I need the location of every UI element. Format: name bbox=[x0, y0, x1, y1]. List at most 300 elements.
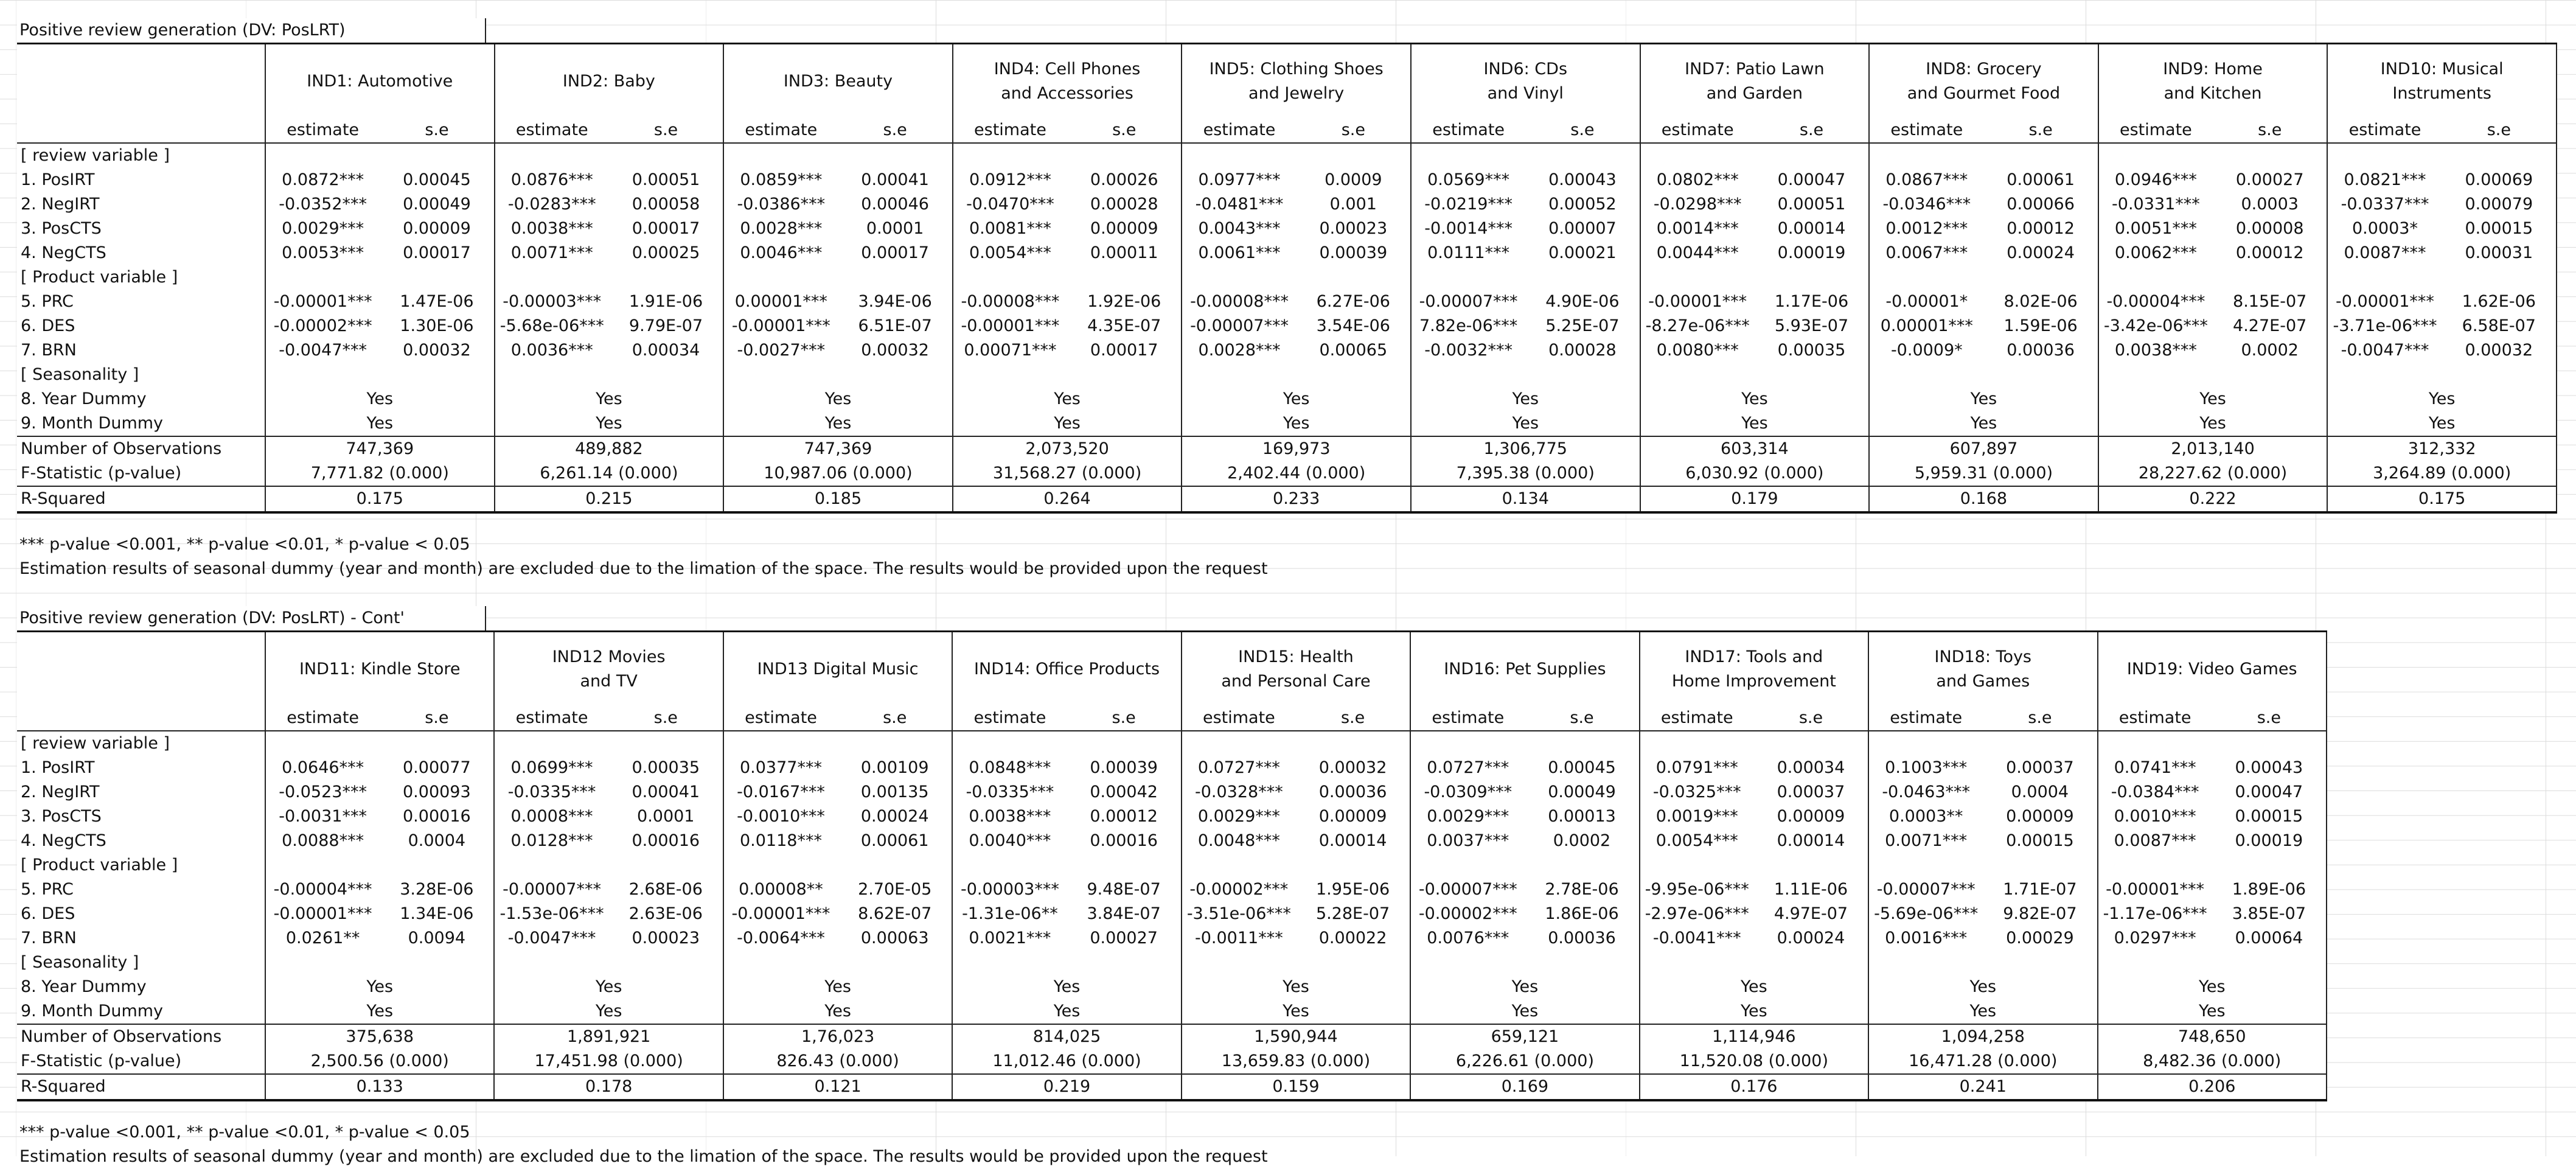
estimate-cell: 0.0727*** bbox=[1197, 758, 1280, 777]
estimate-cell: 0.0791*** bbox=[1655, 758, 1738, 777]
month-dummy-cell: Yes bbox=[1182, 411, 1411, 436]
se-cell: 3.85E-07 bbox=[2212, 902, 2327, 926]
year-dummy-label: 8. Year Dummy bbox=[17, 975, 265, 999]
estimate-cell: 0.0859*** bbox=[740, 170, 823, 189]
empty-cell bbox=[380, 265, 494, 290]
estimate-cell: 0.0038*** bbox=[510, 219, 593, 238]
observations-cell: 1,114,946 bbox=[1640, 1024, 1868, 1049]
se-cell: 0.00014 bbox=[1755, 217, 1869, 241]
se-cell: 0.00019 bbox=[1755, 241, 1869, 265]
section-label: [ Seasonality ] bbox=[17, 363, 265, 387]
empty-cell bbox=[1640, 265, 1755, 290]
se-cell: 3.94E-06 bbox=[838, 290, 952, 314]
estimate-cell: 0.0054*** bbox=[969, 243, 1051, 262]
observations-cell: 2,013,140 bbox=[2098, 436, 2328, 461]
empty-cell bbox=[1983, 951, 2097, 975]
estimate-cell: 0.0872*** bbox=[282, 170, 364, 189]
se-cell: 0.00026 bbox=[1067, 168, 1182, 192]
estimate-cell: -0.00008*** bbox=[1190, 292, 1289, 311]
se-cell: 0.00009 bbox=[380, 217, 494, 241]
estimate-cell: -0.0014*** bbox=[1424, 219, 1513, 238]
empty-cell bbox=[2098, 363, 2213, 387]
r-squared-cell: 0.133 bbox=[265, 1074, 494, 1100]
empty-cell bbox=[1067, 265, 1182, 290]
estimate-cell: 0.0802*** bbox=[1656, 170, 1739, 189]
estimate-cell: -0.0384*** bbox=[2111, 783, 2199, 801]
r-squared-cell: 0.185 bbox=[723, 486, 953, 512]
se-cell: 9.82E-07 bbox=[1983, 902, 2097, 926]
estimate-cell: 0.0019*** bbox=[1655, 807, 1738, 826]
variable-label: 5. PRC bbox=[17, 878, 265, 902]
empty-cell bbox=[2327, 363, 2442, 387]
r-squared-cell: 0.121 bbox=[723, 1074, 952, 1100]
f-statistic-cell: 31,568.27 (0.000) bbox=[953, 461, 1182, 486]
f-statistic-label: F-Statistic (p-value) bbox=[17, 1049, 265, 1074]
estimate-cell: 0.0036*** bbox=[510, 341, 593, 360]
se-cell: 0.0001 bbox=[838, 217, 952, 241]
estimate-cell: -0.00001*** bbox=[273, 292, 372, 311]
se-cell: 0.00024 bbox=[838, 804, 952, 829]
f-statistic-cell: 2,402.44 (0.000) bbox=[1182, 461, 1411, 486]
estimate-cell: 0.0043*** bbox=[1198, 219, 1281, 238]
observations-row bbox=[17, 1024, 2327, 1049]
industry-header: IND3: Beauty bbox=[723, 44, 953, 119]
empty-cell bbox=[952, 853, 1067, 878]
month-dummy-label: 9. Month Dummy bbox=[17, 411, 265, 436]
se-header: s.e bbox=[1297, 118, 1411, 143]
empty-cell bbox=[953, 143, 1067, 168]
se-cell: 0.00017 bbox=[1067, 338, 1182, 363]
industry-header: IND15: Health and Personal Care bbox=[1182, 632, 1410, 707]
estimate-cell: 0.0012*** bbox=[1885, 219, 1968, 238]
estimate-cell: 0.0028*** bbox=[1198, 341, 1281, 360]
se-cell: 2.78E-06 bbox=[1525, 878, 1639, 902]
significance-note: *** p-value <0.001, ** p-value <0.01, * p-value < 0.05 bbox=[19, 1123, 470, 1142]
estimate-cell: 0.0977*** bbox=[1198, 170, 1281, 189]
year-dummy-cell: Yes bbox=[1410, 975, 1639, 999]
estimate-cell: 0.0741*** bbox=[2114, 758, 2196, 777]
se-cell: 0.00047 bbox=[1755, 168, 1869, 192]
empty-cell bbox=[380, 363, 494, 387]
observations-label: Number of Observations bbox=[17, 1024, 265, 1049]
month-dummy-cell: Yes bbox=[1868, 999, 2097, 1024]
empty-cell bbox=[1754, 731, 1868, 756]
variable-label: 3. PosCTS bbox=[17, 217, 265, 241]
estimate-cell: -0.00007*** bbox=[1190, 316, 1289, 335]
r-squared-label: R-Squared bbox=[17, 1074, 265, 1100]
month-dummy-cell: Yes bbox=[265, 999, 494, 1024]
empty-cell bbox=[494, 731, 608, 756]
se-cell: 2.70E-05 bbox=[838, 878, 952, 902]
industry-header: IND17: Tools and Home Improvement bbox=[1640, 632, 1868, 707]
month-dummy-cell: Yes bbox=[265, 411, 495, 436]
estimate-cell: 0.0038*** bbox=[2114, 341, 2197, 360]
variable-label: 2. NegIRT bbox=[17, 780, 265, 804]
se-cell: 0.00049 bbox=[1525, 780, 1639, 804]
empty-cell bbox=[838, 363, 952, 387]
estimate-header: estimate bbox=[1640, 118, 1755, 143]
f-statistic-row bbox=[17, 1049, 2327, 1074]
r-squared-cell: 0.241 bbox=[1868, 1074, 2097, 1100]
se-header: s.e bbox=[609, 118, 723, 143]
estimate-header: estimate bbox=[265, 706, 380, 731]
industry-header: IND16: Pet Supplies bbox=[1410, 632, 1639, 707]
observations-cell: 1,891,921 bbox=[494, 1024, 723, 1049]
month-dummy-cell: Yes bbox=[2098, 411, 2328, 436]
estimate-cell: -0.00001*** bbox=[961, 316, 1060, 335]
estimate-cell: -0.0328*** bbox=[1195, 783, 1283, 801]
se-cell: 4.27E-07 bbox=[2213, 314, 2327, 338]
year-dummy-cell: Yes bbox=[494, 975, 723, 999]
variable-row bbox=[17, 314, 2557, 338]
month-dummy-cell: Yes bbox=[495, 411, 724, 436]
variable-row bbox=[17, 290, 2557, 314]
estimate-cell: 0.00001*** bbox=[734, 292, 827, 311]
r-squared-cell: 0.159 bbox=[1182, 1074, 1410, 1100]
year-dummy-cell: Yes bbox=[1640, 975, 1868, 999]
empty-cell bbox=[1297, 265, 1411, 290]
year-dummy-cell: Yes bbox=[2098, 975, 2327, 999]
empty-cell bbox=[495, 363, 609, 387]
estimate-cell: 0.0003** bbox=[1888, 807, 1963, 826]
year-dummy-cell: Yes bbox=[1868, 975, 2097, 999]
empty-cell bbox=[1525, 853, 1639, 878]
empty-cell bbox=[1182, 731, 1296, 756]
year-dummy-cell: Yes bbox=[1411, 387, 1640, 411]
f-statistic-cell: 17,451.98 (0.000) bbox=[494, 1049, 723, 1074]
se-cell: 0.00009 bbox=[1067, 217, 1182, 241]
empty-cell bbox=[1755, 363, 1869, 387]
estimate-cell: -5.68e-06*** bbox=[500, 316, 604, 335]
regression-table bbox=[17, 630, 2327, 1101]
r-squared-cell: 0.215 bbox=[495, 486, 724, 512]
se-cell: 0.00017 bbox=[609, 217, 723, 241]
se-header: s.e bbox=[838, 118, 952, 143]
empty-cell bbox=[1525, 951, 1639, 975]
estimate-cell: -0.0032*** bbox=[1424, 341, 1513, 360]
r-squared-label: R-Squared bbox=[17, 486, 265, 512]
se-cell: 0.00043 bbox=[1525, 168, 1640, 192]
variable-label: 1. PosIRT bbox=[17, 168, 265, 192]
f-statistic-cell: 6,261.14 (0.000) bbox=[495, 461, 724, 486]
estimate-cell: 0.0038*** bbox=[969, 807, 1051, 826]
se-header: s.e bbox=[1754, 706, 1868, 731]
estimate-cell: 0.0297*** bbox=[2114, 929, 2196, 947]
empty-cell bbox=[1983, 143, 2098, 168]
se-cell: 0.00061 bbox=[838, 829, 952, 853]
se-cell: 5.28E-07 bbox=[1296, 902, 1410, 926]
estimate-cell: -0.0298*** bbox=[1653, 195, 1742, 214]
empty-cell bbox=[2098, 265, 2213, 290]
f-statistic-row bbox=[17, 461, 2557, 486]
empty-cell bbox=[1640, 853, 1754, 878]
se-header: s.e bbox=[2213, 118, 2327, 143]
estimate-cell: 0.0087*** bbox=[2114, 831, 2196, 850]
empty-cell bbox=[1983, 363, 2098, 387]
se-cell: 1.59E-06 bbox=[1983, 314, 2098, 338]
r-squared-cell: 0.134 bbox=[1411, 486, 1640, 512]
empty-cell bbox=[1640, 951, 1754, 975]
variable-label: 3. PosCTS bbox=[17, 804, 265, 829]
empty-cell bbox=[1754, 853, 1868, 878]
r-squared-cell: 0.168 bbox=[1869, 486, 2098, 512]
se-cell: 4.97E-07 bbox=[1754, 902, 1868, 926]
estimate-cell: -0.0011*** bbox=[1195, 929, 1283, 947]
variable-row bbox=[17, 829, 2327, 853]
se-cell: 0.00012 bbox=[1067, 804, 1182, 829]
se-cell: 0.00009 bbox=[1754, 804, 1868, 829]
empty-cell bbox=[1754, 951, 1868, 975]
estimate-cell: 0.0028*** bbox=[740, 219, 823, 238]
empty-cell bbox=[1525, 731, 1639, 756]
estimate-header: estimate bbox=[1411, 118, 1525, 143]
estimate-cell: 0.0010*** bbox=[2114, 807, 2196, 826]
empty-cell bbox=[1411, 363, 1525, 387]
empty-cell bbox=[609, 731, 723, 756]
observations-cell: 169,973 bbox=[1182, 436, 1411, 461]
year-dummy-cell: Yes bbox=[953, 387, 1182, 411]
empty-cell bbox=[265, 951, 380, 975]
empty-cell bbox=[1983, 265, 2098, 290]
header-corner bbox=[17, 632, 265, 707]
se-cell: 1.34E-06 bbox=[380, 902, 494, 926]
f-statistic-cell: 2,500.56 (0.000) bbox=[265, 1049, 494, 1074]
estimate-cell: 0.0040*** bbox=[969, 831, 1051, 850]
se-cell: 0.00043 bbox=[2212, 756, 2327, 780]
observations-cell: 814,025 bbox=[952, 1024, 1181, 1049]
empty-cell bbox=[953, 363, 1067, 387]
empty-cell bbox=[2098, 853, 2212, 878]
empty-cell bbox=[2098, 731, 2212, 756]
estimate-cell: 0.0946*** bbox=[2114, 170, 2197, 189]
se-cell: 0.00063 bbox=[838, 926, 952, 951]
se-header: s.e bbox=[2212, 706, 2327, 731]
se-cell: 8.02E-06 bbox=[1983, 290, 2098, 314]
panel-title: Positive review generation (DV: PosLRT) - Cont' bbox=[17, 606, 486, 630]
estimate-header: estimate bbox=[953, 118, 1067, 143]
se-cell: 1.71E-07 bbox=[1983, 878, 2097, 902]
month-dummy-cell: Yes bbox=[1410, 999, 1639, 1024]
estimate-header: estimate bbox=[1869, 118, 1983, 143]
se-header: s.e bbox=[2442, 118, 2557, 143]
estimate-cell: 0.0727*** bbox=[1427, 758, 1509, 777]
estimate-cell: 0.00008** bbox=[739, 880, 823, 899]
empty-cell bbox=[2212, 731, 2327, 756]
empty-cell bbox=[1869, 143, 1983, 168]
se-cell: 0.00036 bbox=[1296, 780, 1410, 804]
variable-row bbox=[17, 192, 2557, 217]
empty-cell bbox=[1067, 731, 1182, 756]
estimate-cell: 0.0118*** bbox=[739, 831, 822, 850]
empty-cell bbox=[494, 951, 608, 975]
estimate-cell: -0.00001*** bbox=[273, 904, 372, 923]
estimate-cell: 0.0821*** bbox=[2344, 170, 2426, 189]
estimate-cell: -0.0335*** bbox=[507, 783, 596, 801]
variable-row bbox=[17, 338, 2557, 363]
se-cell: 0.00045 bbox=[1525, 756, 1639, 780]
r-squared-cell: 0.169 bbox=[1410, 1074, 1639, 1100]
estimate-cell: -0.00001* bbox=[1885, 292, 1968, 311]
estimate-cell: -0.0331*** bbox=[2112, 195, 2200, 214]
empty-cell bbox=[1296, 731, 1410, 756]
industry-header: IND8: Grocery and Gourmet Food bbox=[1869, 44, 2098, 119]
empty-cell bbox=[380, 143, 494, 168]
se-cell: 0.00052 bbox=[1525, 192, 1640, 217]
r-squared-cell: 0.175 bbox=[265, 486, 495, 512]
observations-cell: 2,073,520 bbox=[953, 436, 1182, 461]
empty-cell bbox=[265, 265, 380, 290]
se-header: s.e bbox=[609, 706, 723, 731]
estimate-cell: -0.0010*** bbox=[737, 807, 825, 826]
header-corner bbox=[17, 44, 265, 119]
se-cell: 0.0004 bbox=[380, 829, 494, 853]
month-dummy-cell: Yes bbox=[2327, 411, 2557, 436]
empty-cell bbox=[1755, 143, 1869, 168]
empty-cell bbox=[2327, 143, 2442, 168]
se-cell: 0.00023 bbox=[1297, 217, 1411, 241]
industry-header: IND6: CDs and Vinyl bbox=[1411, 44, 1640, 119]
empty-cell bbox=[380, 731, 494, 756]
se-cell: 0.0001 bbox=[609, 804, 723, 829]
observations-cell: 489,882 bbox=[495, 436, 724, 461]
se-cell: 9.79E-07 bbox=[609, 314, 723, 338]
se-cell: 0.00079 bbox=[2442, 192, 2557, 217]
month-dummy-cell: Yes bbox=[723, 411, 953, 436]
empty-cell bbox=[838, 265, 952, 290]
empty-cell bbox=[723, 951, 838, 975]
empty-cell bbox=[380, 853, 494, 878]
observations-cell: 603,314 bbox=[1640, 436, 1870, 461]
se-cell: 0.00039 bbox=[1067, 756, 1182, 780]
variable-row bbox=[17, 902, 2327, 926]
empty-cell bbox=[723, 853, 838, 878]
se-cell: 2.63E-06 bbox=[609, 902, 723, 926]
se-cell: 3.28E-06 bbox=[380, 878, 494, 902]
estimate-cell: -0.0219*** bbox=[1424, 195, 1513, 214]
empty-cell bbox=[495, 265, 609, 290]
industry-header-row bbox=[17, 44, 2557, 119]
estimate-cell: 0.0261** bbox=[285, 929, 360, 947]
observations-cell: 1,76,023 bbox=[723, 1024, 952, 1049]
f-statistic-label: F-Statistic (p-value) bbox=[17, 461, 265, 486]
estimate-cell: 0.0016*** bbox=[1885, 929, 1968, 947]
se-cell: 0.00016 bbox=[609, 829, 723, 853]
estimate-cell: 0.0054*** bbox=[1655, 831, 1738, 850]
se-cell: 5.25E-07 bbox=[1525, 314, 1640, 338]
f-statistic-cell: 7,771.82 (0.000) bbox=[265, 461, 495, 486]
estimate-cell: 0.0569*** bbox=[1427, 170, 1510, 189]
empty-cell bbox=[1983, 731, 2097, 756]
variable-row bbox=[17, 217, 2557, 241]
empty-cell bbox=[265, 143, 380, 168]
estimate-cell: -0.0167*** bbox=[737, 783, 825, 801]
estimate-cell: 0.0048*** bbox=[1197, 831, 1280, 850]
empty-cell bbox=[1410, 951, 1525, 975]
se-cell: 0.00017 bbox=[838, 241, 952, 265]
f-statistic-cell: 11,012.46 (0.000) bbox=[952, 1049, 1181, 1074]
industry-header: IND12 Movies and TV bbox=[494, 632, 723, 707]
estimate-cell: -0.00007*** bbox=[503, 880, 601, 899]
industry-header: IND1: Automotive bbox=[265, 44, 495, 119]
se-cell: 0.00007 bbox=[1525, 217, 1640, 241]
se-cell: 2.68E-06 bbox=[609, 878, 723, 902]
estimate-cell: -0.0325*** bbox=[1652, 783, 1741, 801]
estimate-cell: 0.00071*** bbox=[964, 341, 1057, 360]
f-statistic-cell: 6,030.92 (0.000) bbox=[1640, 461, 1870, 486]
se-cell: 0.00012 bbox=[2213, 241, 2327, 265]
estimate-cell: -8.27e-06*** bbox=[1645, 316, 1750, 335]
significance-note: *** p-value <0.001, ** p-value <0.01, * p-value < 0.05 bbox=[19, 535, 470, 554]
empty-cell bbox=[1869, 363, 1983, 387]
estimate-cell: -0.00002*** bbox=[1418, 904, 1517, 923]
se-cell: 0.00041 bbox=[838, 168, 952, 192]
se-header: s.e bbox=[1983, 118, 2098, 143]
observations-cell: 1,306,775 bbox=[1411, 436, 1640, 461]
estimate-cell: 0.0128*** bbox=[510, 831, 593, 850]
se-cell: 6.51E-07 bbox=[838, 314, 952, 338]
industry-header: IND11: Kindle Store bbox=[265, 632, 494, 707]
estimate-cell: -0.00001*** bbox=[2106, 880, 2205, 899]
se-cell: 0.00016 bbox=[1067, 829, 1182, 853]
se-cell: 0.00016 bbox=[380, 804, 494, 829]
empty-cell bbox=[1640, 731, 1754, 756]
estimate-cell: 0.0029*** bbox=[1427, 807, 1509, 826]
estimate-cell: 0.0037*** bbox=[1427, 831, 1509, 850]
empty-cell bbox=[838, 951, 952, 975]
estimate-cell: 0.1003*** bbox=[1885, 758, 1968, 777]
month-dummy-cell: Yes bbox=[1640, 999, 1868, 1024]
empty-cell bbox=[723, 363, 838, 387]
year-dummy-cell: Yes bbox=[1640, 387, 1870, 411]
empty-cell bbox=[723, 143, 838, 168]
year-dummy-cell: Yes bbox=[1182, 387, 1411, 411]
estimate-cell: -0.00002*** bbox=[273, 316, 372, 335]
section-row bbox=[17, 951, 2327, 975]
estimate-cell: 0.0044*** bbox=[1656, 243, 1739, 262]
industry-header: IND19: Video Games bbox=[2098, 632, 2327, 707]
variable-row bbox=[17, 878, 2327, 902]
se-cell: 0.0002 bbox=[2213, 338, 2327, 363]
month-dummy-cell: Yes bbox=[1640, 411, 1870, 436]
se-cell: 0.00061 bbox=[1983, 168, 2098, 192]
section-row bbox=[17, 731, 2327, 756]
industry-header: IND18: Toys and Games bbox=[1868, 632, 2097, 707]
estimate-cell: 7.82e-06*** bbox=[1419, 316, 1518, 335]
se-cell: 0.001 bbox=[1297, 192, 1411, 217]
year-dummy-cell: Yes bbox=[265, 975, 494, 999]
f-statistic-cell: 5,959.31 (0.000) bbox=[1869, 461, 2098, 486]
f-statistic-cell: 10,987.06 (0.000) bbox=[723, 461, 953, 486]
year-dummy-cell: Yes bbox=[2098, 387, 2328, 411]
variable-row bbox=[17, 241, 2557, 265]
estimate-header: estimate bbox=[952, 706, 1067, 731]
se-cell: 0.00093 bbox=[380, 780, 494, 804]
estimate-cell: -0.0047*** bbox=[2341, 341, 2429, 360]
se-cell: 0.00027 bbox=[2213, 168, 2327, 192]
empty-cell bbox=[1297, 363, 1411, 387]
f-statistic-cell: 16,471.28 (0.000) bbox=[1868, 1049, 2097, 1074]
se-cell: 1.95E-06 bbox=[1296, 878, 1410, 902]
empty-cell bbox=[380, 951, 494, 975]
empty-cell bbox=[609, 951, 723, 975]
section-row bbox=[17, 853, 2327, 878]
se-cell: 0.00077 bbox=[380, 756, 494, 780]
year-dummy-cell: Yes bbox=[1182, 975, 1410, 999]
se-cell: 0.0003 bbox=[2213, 192, 2327, 217]
f-statistic-cell: 13,659.83 (0.000) bbox=[1182, 1049, 1410, 1074]
space-limitation-note: Estimation results of seasonal dummy (year and month) are excluded due to the limation of the space. The results would be provided upon the request bbox=[19, 559, 1268, 578]
se-cell: 0.00058 bbox=[609, 192, 723, 217]
